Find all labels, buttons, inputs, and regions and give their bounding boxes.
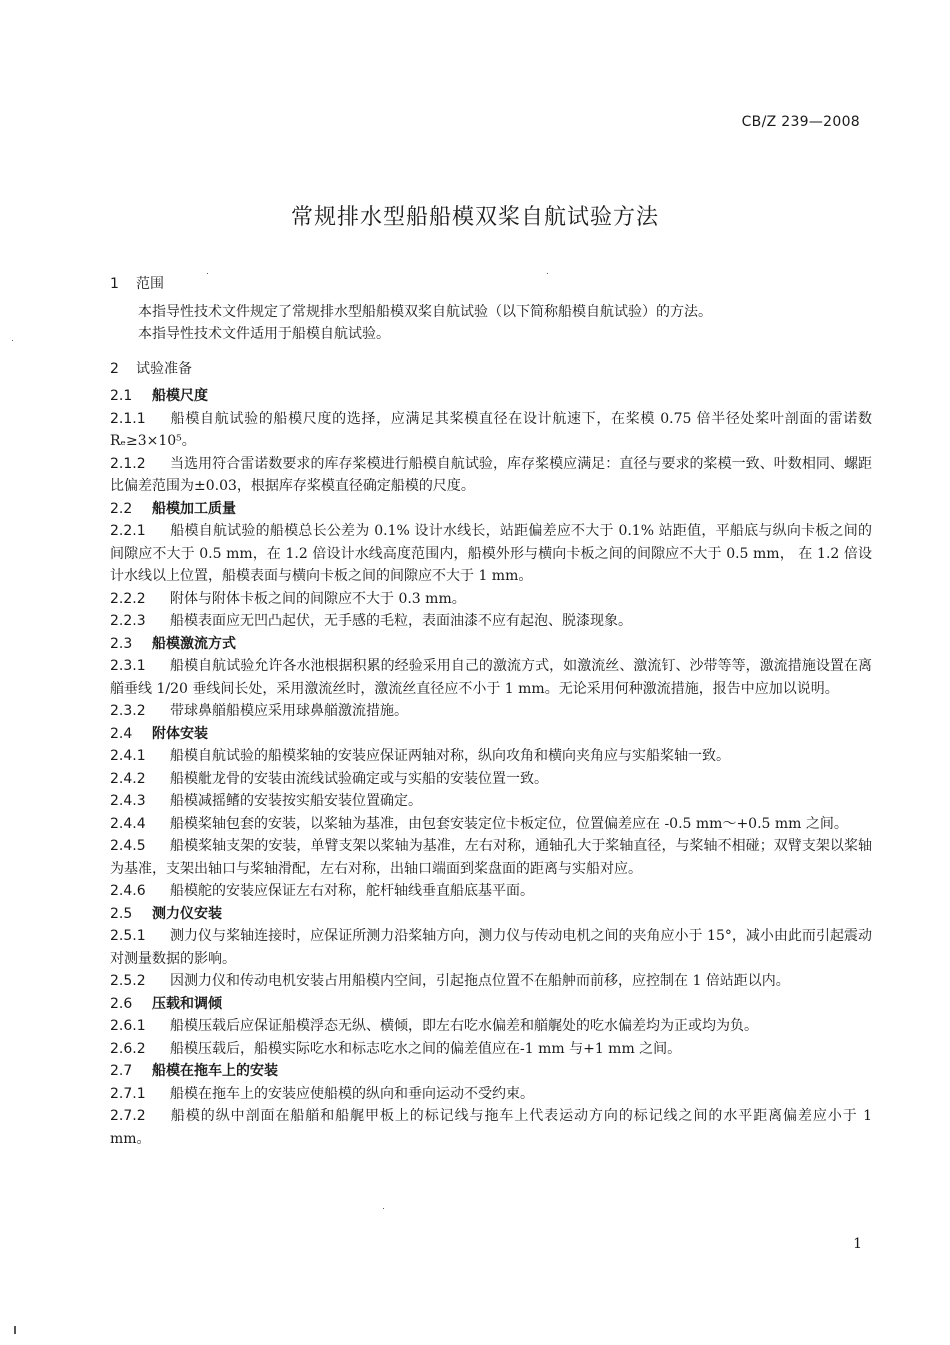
clause-text: 船模表面应无凹凸起伏，无手感的毛粒，表面油漆不应有起泡、脱漆现象。 bbox=[170, 613, 632, 629]
clause-paragraph bbox=[110, 1015, 872, 1038]
scope-paragraph: 本指导性技术文件适用于船模自航试验。 bbox=[138, 326, 390, 342]
clause-paragraph bbox=[110, 610, 872, 633]
clause-number: 2.4.5 bbox=[110, 838, 146, 854]
clause-number: 2.4.2 bbox=[110, 770, 146, 787]
clause-paragraph bbox=[110, 768, 872, 791]
standard-code: CB/Z 239—2008 bbox=[741, 114, 860, 130]
section-title: 范围 bbox=[136, 276, 164, 292]
clause-paragraph bbox=[110, 925, 872, 970]
section-number: 2 bbox=[110, 360, 119, 377]
clause-text: 当选用符合雷诺数要求的库存桨模进行船模自航试验，库存桨模应满足：直径与要求的桨模一致、叶数相同、螺距比偏差范围为±0.03，根据库存桨模直径确定船模的尺度。 bbox=[110, 455, 872, 494]
subsection-number: 2.7 bbox=[110, 1063, 133, 1079]
subsection-number: 2.4 bbox=[110, 725, 133, 742]
page-number: 1 bbox=[853, 1236, 862, 1252]
clause-paragraph bbox=[110, 970, 872, 993]
subsection-heading bbox=[110, 903, 872, 926]
section-title: 试验准备 bbox=[136, 360, 192, 377]
scan-speck bbox=[14, 1326, 16, 1334]
clause-number: 2.4.6 bbox=[110, 883, 146, 899]
clause-number: 2.6.1 bbox=[110, 1018, 146, 1034]
scan-speck bbox=[547, 273, 548, 274]
clause-text: 船模自航试验的船模尺度的选择，应满足其桨模直径在设计航速下，在桨模 0.75 倍半径处桨叶剖面的雷诺数 Rₑ≥3×10⁵。 bbox=[110, 410, 872, 449]
clause-number: 2.7.1 bbox=[110, 1085, 146, 1102]
clause-paragraph bbox=[110, 880, 872, 903]
subsection-title: 附体安装 bbox=[152, 725, 208, 742]
subsection-title: 船模在拖车上的安装 bbox=[152, 1063, 278, 1079]
clause-number: 2.5.1 bbox=[110, 928, 146, 944]
clause-paragraph bbox=[110, 745, 872, 768]
scan-speck bbox=[207, 273, 208, 274]
subsection-number: 2.3 bbox=[110, 635, 133, 652]
clause-paragraph bbox=[110, 520, 872, 588]
subsection-number: 2.5 bbox=[110, 905, 133, 922]
clause-list bbox=[110, 385, 872, 1150]
subsection-number: 2.2 bbox=[110, 500, 133, 517]
clause-text: 船模减摇鳍的安装按实船安装位置确定。 bbox=[170, 793, 422, 809]
subsection-number: 2.6 bbox=[110, 995, 133, 1012]
subsection-title: 测力仪安装 bbox=[152, 905, 222, 922]
clause-number: 2.5.2 bbox=[110, 973, 146, 989]
clause-text: 船模舵的安装应保证左右对称，舵杆轴线垂直船底基平面。 bbox=[170, 883, 534, 899]
clause-text: 船模桨轴包套的安装，以桨轴为基准，由包套安装定位卡板定位，位置偏差应在 -0.5 mm～+0.5 mm 之间。 bbox=[170, 815, 848, 832]
clause-number: 2.1.2 bbox=[110, 455, 146, 472]
clause-text: 因测力仪和传动电机安装占用船模内空间，引起拖点位置不在船舯而前移，应控制在 1 倍站距以内。 bbox=[170, 973, 790, 989]
clause-text: 船模自航试验允许各水池根据积累的经验采用自己的激流方式，如激流丝、激流钉、沙带等等，激流措施设置在离艏垂线 1/20 垂线间长处，采用激流丝时，激流丝直径应不小于 1 mm。无论采用何种激流措施，报告中应加以说明。 bbox=[110, 658, 872, 697]
clause-paragraph bbox=[110, 408, 872, 453]
clause-text: 船模压载后，船模实际吃水和标志吃水之间的偏差值应在-1 mm 与+1 mm 之间。 bbox=[170, 1040, 682, 1057]
subsection-title: 船模尺度 bbox=[152, 388, 208, 404]
subsection-heading bbox=[110, 1060, 872, 1083]
scope-paragraph: 本指导性技术文件规定了常规排水型船船模双桨自航试验（以下简称船模自航试验）的方法。 bbox=[138, 303, 712, 320]
clause-paragraph bbox=[110, 813, 872, 836]
clause-number: 2.4.4 bbox=[110, 815, 146, 832]
subsection-heading bbox=[110, 993, 872, 1016]
clause-paragraph bbox=[110, 588, 872, 611]
clause-number: 2.4.3 bbox=[110, 793, 146, 809]
clause-paragraph bbox=[110, 453, 872, 498]
clause-number: 2.2.2 bbox=[110, 590, 146, 607]
subsection-heading bbox=[110, 633, 872, 656]
clause-number: 2.3.2 bbox=[110, 703, 146, 719]
section-2-heading bbox=[110, 358, 872, 381]
subsection-title: 压载和调倾 bbox=[152, 995, 222, 1012]
clause-paragraph bbox=[110, 835, 872, 880]
clause-number: 2.6.2 bbox=[110, 1040, 146, 1057]
clause-number: 2.7.2 bbox=[110, 1108, 146, 1124]
clause-text: 船模舭龙骨的安装由流线试验确定或与实船的安装位置一致。 bbox=[170, 770, 548, 787]
subsection-heading bbox=[110, 723, 872, 746]
clause-paragraph bbox=[110, 790, 872, 813]
clause-text: 船模自航试验的船模总长公差为 0.1% 设计水线长，站距偏差应不大于 0.1% 站距值，平船底与纵向卡板之间的间隙应不大于 0.5 mm，在 1.2 倍设计水线高度范围内，船模外形与横向卡板之间的间隙应不大于 0.5 mm， 在 1.2 倍设计水线以上位置，船模表面与横向卡板之间的间隙应不大于 1 mm。 bbox=[110, 523, 872, 584]
clause-number: 2.2.3 bbox=[110, 613, 146, 629]
clause-text: 带球鼻艏船模应采用球鼻艏激流措施。 bbox=[170, 703, 408, 719]
section-number: 1 bbox=[110, 276, 119, 292]
subsection-number: 2.1 bbox=[110, 388, 133, 404]
subsection-heading bbox=[110, 385, 872, 408]
clause-number: 2.3.1 bbox=[110, 658, 146, 674]
subsection-heading bbox=[110, 498, 872, 521]
subsection-title: 船模加工质量 bbox=[152, 500, 236, 517]
scan-speck bbox=[12, 340, 13, 341]
clause-number: 2.2.1 bbox=[110, 523, 146, 539]
clause-text: 船模桨轴支架的安装，单臂支架以桨轴为基准，左右对称，通轴孔大于桨轴直径，与桨轴不相碰；双臂支架以桨轴为基准，支架出轴口与桨轴滑配，左右对称，出轴口端面到桨盘面的距离与实船对应。 bbox=[110, 838, 872, 877]
clause-text: 附体与附体卡板之间的间隙应不大于 0.3 mm。 bbox=[170, 590, 466, 607]
clause-number: 2.4.1 bbox=[110, 748, 146, 764]
clause-text: 船模在拖车上的安装应使船模的纵向和垂向运动不受约束。 bbox=[170, 1085, 534, 1102]
subsection-title: 船模激流方式 bbox=[152, 635, 236, 652]
document-body bbox=[110, 273, 872, 1150]
clause-paragraph bbox=[110, 1083, 872, 1106]
clause-text: 船模自航试验的船模桨轴的安装应保证两轴对称，纵向攻角和横向夹角应与实船桨轴一致。 bbox=[170, 748, 730, 764]
clause-text: 测力仪与桨轴连接时，应保证所测力沿桨轴方向，测力仪与传动电机之间的夹角应小于 15°，减小由此而引起震动对测量数据的影响。 bbox=[110, 928, 872, 967]
scan-speck bbox=[383, 1208, 384, 1209]
clause-number: 2.1.1 bbox=[110, 410, 146, 427]
clause-paragraph bbox=[110, 1105, 872, 1150]
document-title: 常规排水型船船模双桨自航试验方法 bbox=[290, 205, 659, 230]
clause-paragraph bbox=[110, 700, 872, 723]
clause-text: 船模压载后应保证船模浮态无纵、横倾，即左右吃水偏差和艏艉处的吃水偏差均为正或均为负。 bbox=[170, 1018, 758, 1034]
section-1-heading bbox=[110, 273, 872, 296]
clause-text: 船模的纵中剖面在船艏和船艉甲板上的标记线与拖车上代表运动方向的标记线之间的水平距离偏差应小于 1 mm。 bbox=[110, 1108, 872, 1147]
clause-paragraph bbox=[110, 655, 872, 700]
clause-paragraph bbox=[110, 1038, 872, 1061]
